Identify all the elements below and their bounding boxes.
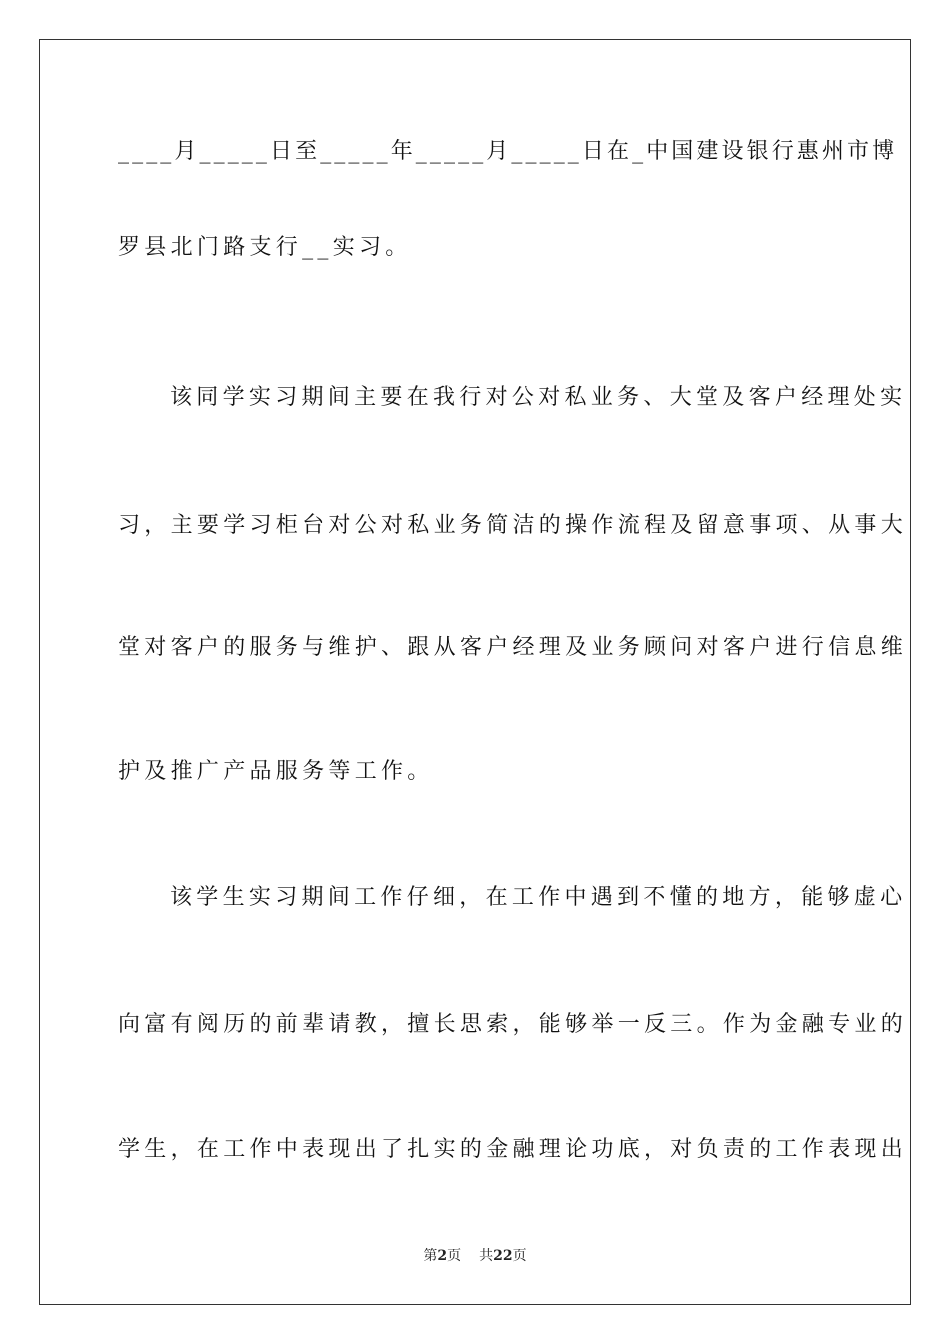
total-prefix: 共 [479, 1248, 494, 1264]
page-prefix: 第 [423, 1248, 438, 1264]
body-line-5: 堂对客户的服务与维护、跟从客户经理及业务顾问对客户进行信息维 [118, 635, 908, 660]
body-line-3: 该同学实习期间主要在我行对公对私业务、大堂及客户经理处实 [170, 385, 907, 410]
body-line-8: 向富有阅历的前辈请教，擅长思索，能够举一反三。作为金融专业的 [118, 1012, 908, 1037]
page-suffix: 页 [447, 1248, 462, 1264]
page-footer [0, 1246, 950, 1266]
body-line-6: 护及推广产品服务等工作。 [118, 759, 434, 784]
body-line-1: ____月_____日至_____年_____月_____日在_中国建设银行惠州市博 [118, 139, 898, 164]
page-number: 2 [437, 1248, 448, 1264]
body-line-9: 学生，在工作中表现出了扎实的金融理论功底，对负责的工作表现出 [118, 1137, 908, 1162]
page-border [39, 39, 911, 1305]
body-line-7: 该学生实习期间工作仔细，在工作中遇到不懂的地方，能够虚心 [170, 885, 907, 910]
total-pages: 22 [493, 1248, 513, 1264]
body-line-4: 习，主要学习柜台对公对私业务简洁的操作流程及留意事项、从事大 [118, 513, 908, 538]
body-line-2: 罗县北门路支行__实习。 [118, 235, 412, 260]
total-suffix: 页 [512, 1248, 527, 1264]
